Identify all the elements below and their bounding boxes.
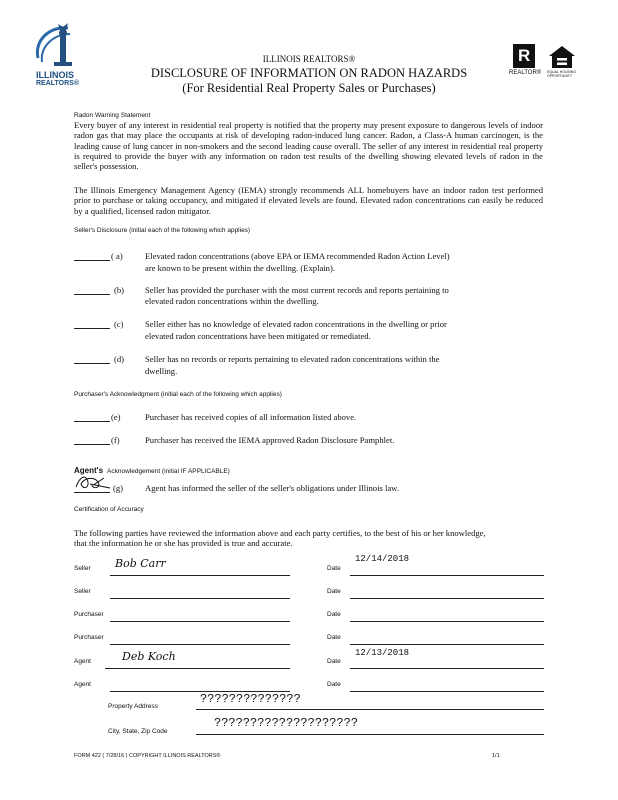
item-letter-c: (c) — [114, 319, 124, 329]
item-text-g: Agent has informed the seller of the seller's obligations under Illinois law. — [145, 483, 399, 493]
sig-label-purchaser-2: Purchaser — [74, 634, 104, 641]
agent-1-signature[interactable]: Deb Koch — [122, 650, 176, 663]
city-state-zip-value[interactable]: ???????????????????? — [214, 716, 359, 730]
realtor-label: REALTOR® — [509, 70, 542, 76]
city-state-zip-label: City, State, Zip Code — [108, 728, 168, 735]
item-text-d-1: Seller has no records or reports pertaining to elevated radon concentrations within the — [145, 354, 440, 364]
item-text-a-2: are known to be present within the dwelling. (Explain). — [145, 263, 335, 273]
item-letter-a: ( a) — [111, 251, 123, 261]
header-org: ILLINOIS REALTORS® — [262, 54, 356, 64]
initial-blank-g[interactable] — [74, 492, 110, 493]
agent-1-signature-line — [105, 668, 290, 669]
warning-heading: Radon Warning Statement — [74, 112, 151, 119]
item-text-b-1: Seller has provided the purchaser with the most current records and reports pertaining to — [145, 285, 449, 295]
item-text-a-1: Elevated radon concentrations (above EPA or IEMA recommended Radon Action Level) — [145, 251, 450, 261]
realtor-r-icon: R — [518, 46, 531, 65]
page-subtitle: (For Residential Real Property Sales or Purchases) — [182, 81, 436, 95]
initial-blank-a[interactable] — [74, 260, 110, 261]
item-text-b-2: elevated radon concentrations within the dwelling. — [145, 296, 319, 306]
agent-1-date[interactable]: 12/13/2018 — [355, 648, 410, 658]
item-letter-d: (d) — [114, 354, 125, 364]
item-text-d-2: dwelling. — [145, 366, 178, 376]
initial-blank-d[interactable] — [74, 363, 110, 364]
warning-paragraph-2: The Illinois Emergency Management Agency (IEMA) strongly recommends ALL homebuyers have an indoor radon test performed prior to purchase or taking occupancy, and mitigated if elevated levels are found. Elevated radon concentrations can easily be reduced by a qualified, licensed radon mitigator. — [74, 185, 543, 216]
item-text-e: Purchaser has received copies of all information listed above. — [145, 412, 357, 422]
seller-1-signature-line — [110, 575, 290, 576]
logo-text-illinois: ILLINOIS — [36, 70, 74, 80]
item-text-c-1: Seller either has no knowledge of elevated radon concentrations in the dwelling or prior — [145, 319, 447, 329]
date-line-1 — [350, 575, 544, 576]
date-label-4: Date — [327, 634, 341, 641]
date-label-5: Date — [327, 658, 341, 665]
initial-blank-f[interactable] — [74, 444, 110, 445]
page-title: DISCLOSURE OF INFORMATION ON RADON HAZARDS — [150, 66, 468, 80]
item-letter-g: (g) — [113, 483, 124, 493]
logo-text-realtors: REALTORS® — [36, 80, 80, 87]
property-address-label: Property Address — [108, 703, 158, 710]
purchaser-1-signature-line[interactable] — [110, 621, 290, 622]
equal-housing-icon — [547, 44, 577, 70]
form-footer: FORM 422 ( 7/28/16 ) COPYRIGHT ILLINOIS REALTORS® — [74, 753, 221, 759]
certification-heading: Certification of Accuracy — [74, 506, 144, 513]
agent-ack-heading-rest: Acknowledgement (initial IF APPLICABLE) — [107, 468, 230, 475]
sig-label-agent-2: Agent — [74, 681, 91, 688]
item-letter-b: (b) — [114, 285, 125, 295]
date-line-6[interactable] — [350, 691, 544, 692]
date-line-5 — [350, 668, 544, 669]
initial-blank-c[interactable] — [74, 328, 110, 329]
warning-paragraph-1: Every buyer of any interest in residential real property is notified that the property may present exposure to dangerous levels of indoor radon gas that may place the occupants at risk of developing radon-induced lung cancer. Radon, a Class-A human carcinogen, is the leading cause of lung cancer in non-smokers and the second leading cause overall. The seller of any interest in residential real property is required to provide the buyer with any information on radon test results of the dwelling showing elevated levels of radon in the seller's possession. — [74, 120, 543, 172]
city-state-zip-line — [196, 734, 544, 735]
initial-blank-e[interactable] — [74, 421, 110, 422]
seller-disclosure-heading: Seller's Disclosure (initial each of the following which applies) — [74, 227, 251, 234]
sig-label-seller-2: Seller — [74, 588, 91, 595]
item-text-c-2: elevated radon concentrations have been mitigated or remediated. — [145, 331, 371, 341]
agent-ack-heading-bold: Agent's — [74, 466, 104, 475]
date-label-6: Date — [327, 681, 341, 688]
date-line-3[interactable] — [350, 621, 544, 622]
purchaser-2-signature-line[interactable] — [110, 644, 290, 645]
sig-label-purchaser-1: Purchaser — [74, 611, 104, 618]
property-address-value[interactable]: ?????????????? — [200, 692, 301, 706]
item-letter-f: (f) — [111, 435, 120, 445]
equal-housing-label: EQUAL HOUSING OPPORTUNITY — [547, 70, 577, 78]
sig-label-agent-1: Agent — [74, 658, 91, 665]
realtor-logo — [509, 44, 541, 76]
date-label-3: Date — [327, 611, 341, 618]
date-label-1: Date — [327, 565, 341, 572]
date-label-2: Date — [327, 588, 341, 595]
property-address-line — [196, 709, 544, 710]
seller-1-signature[interactable]: Bob Carr — [115, 557, 166, 570]
purchaser-ack-heading: Purchaser's Acknowledgment (initial each of the following which applies) — [74, 391, 282, 398]
item-text-f: Purchaser has received the IEMA approved Radon Disclosure Pamphlet. — [145, 435, 395, 445]
initial-blank-b[interactable] — [74, 294, 110, 295]
item-letter-e: (e) — [111, 412, 121, 422]
date-line-4[interactable] — [350, 644, 544, 645]
page-number: 1/1 — [492, 753, 500, 759]
torch-icon — [30, 22, 90, 72]
agent-initials-scribble — [74, 472, 114, 494]
seller-1-date[interactable]: 12/14/2018 — [355, 554, 410, 564]
certification-text: The following parties have reviewed the information above and each party certifies, to the best of his or her knowledge, that the information he or she has provided is true and accurate. — [74, 528, 486, 549]
sig-label-seller-1: Seller — [74, 565, 91, 572]
date-line-2[interactable] — [350, 598, 544, 599]
equal-housing-logo — [547, 44, 581, 78]
seller-2-signature-line[interactable] — [110, 598, 290, 599]
